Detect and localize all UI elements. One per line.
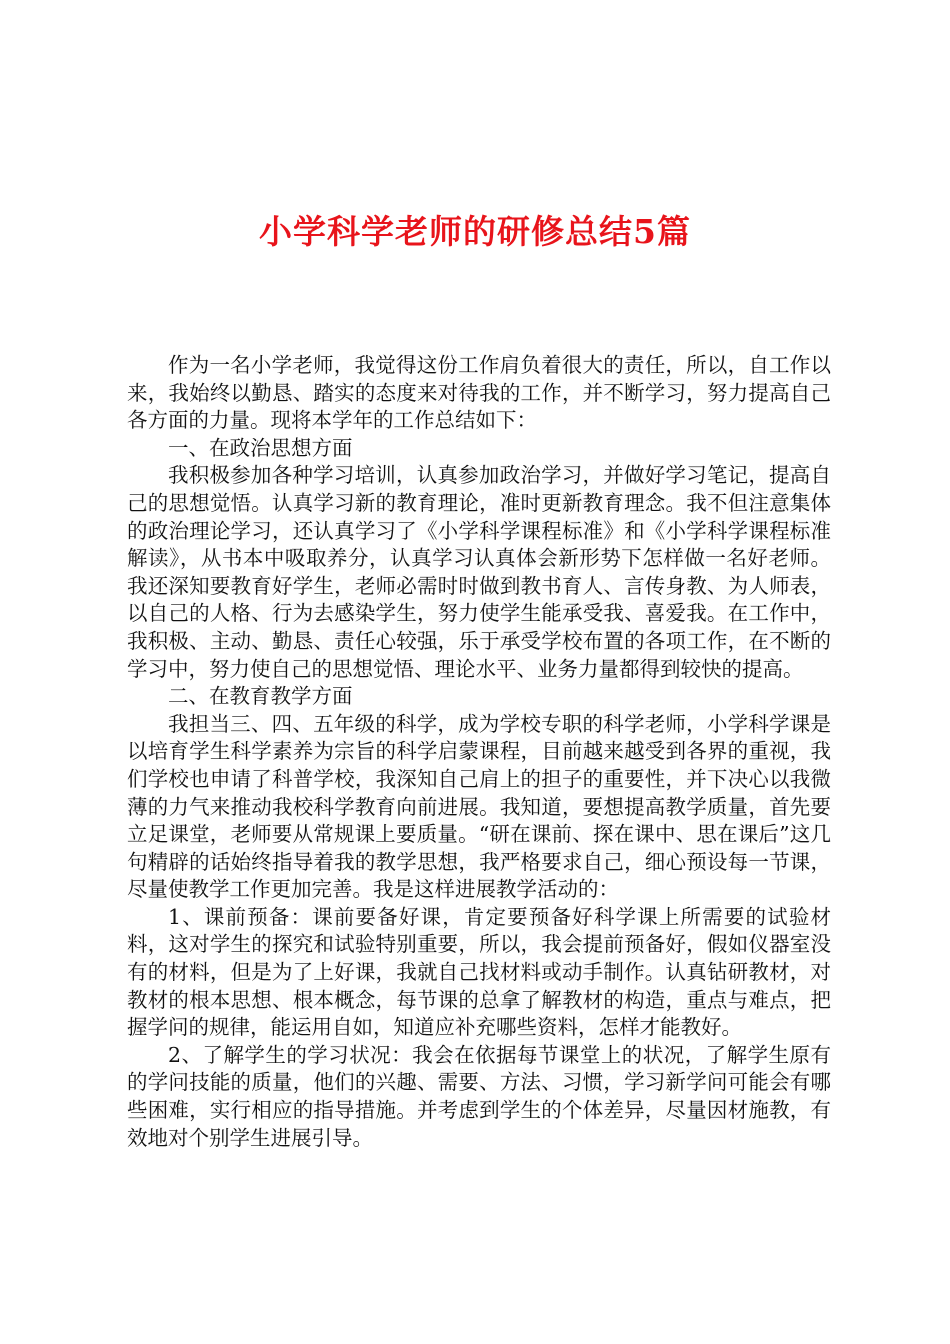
document-body xyxy=(127,352,831,1152)
paragraph-student-understanding: 2、了解学生的学习状况：我会在依据每节课堂上的状况，了解学生原有的学问技能的质量，他们的兴趣、需要、方法、习惯，学习新学问可能会有哪些困难，实行相应的指导措施。并考虑到学生的个体差异，尽量因材施教，有效地对个别学生进展引导。 xyxy=(127,1042,831,1150)
paragraph-intro: 作为一名小学老师，我觉得这份工作肩负着很大的责任，所以，自工作以来，我始终以勤恳、踏实的态度来对待我的工作，并不断学习，努力提高自己各方面的力量。现将本学年的工作总结如下： xyxy=(127,353,831,433)
section-heading-teaching: 二、在教育教学方面 xyxy=(168,684,353,709)
page-title: 小学科学老师的研修总结5篇 xyxy=(259,212,691,251)
section-heading-political: 一、在政治思想方面 xyxy=(168,435,353,460)
paragraph-teaching: 我担当三、四、五年级的科学，成为学校专职的科学老师，小学科学课是以培育学生科学素养为宗旨的科学启蒙课程，目前越来越受到各界的重视，我们学校也申请了科普学校，我深知自己肩上的担子的重要性，并下决心以我微薄的力气来推动我校科学教育向前进展。我知道，要想提高教学质量，首先要立足课堂，老师要从常规课上要质量。“研在课前、探在课中、思在课后”这几句精辟的话始终指导着我的教学思想，我严格要求自己，细心预设每一节课，尽量使教学工作更加完善。我是这样进展教学活动的： xyxy=(127,711,831,902)
paragraph-preparation: 1、课前预备：课前要备好课，肯定要预备好科学课上所需要的试验材料，这对学生的探究和试验特别重要，所以，我会提前预备好，假如仪器室没有的材料，但是为了上好课，我就自己找材料或动手制作。认真钻研教材，对教材的根本思想、根本概念，每节课的总拿了解教材的构造，重点与难点，把握学问的规律，能运用自如，知道应补充哪些资料，怎样才能教好。 xyxy=(127,904,831,1040)
paragraph-political: 我积极参加各种学习培训，认真参加政治学习，并做好学习笔记，提高自己的思想觉悟。认真学习新的教育理论，准时更新教育理念。我不但注意集体的政治理论学习，还认真学习了《小学科学课程标准》和《小学科学课程标准解读》，从书本中吸取养分，认真学习认真体会新形势下怎样做一名好老师。我还深知要教育好学生，老师必需时时做到教书育人、言传身教、为人师表，以自己的人格、行为去感染学生，努力使学生能承受我、喜爱我。在工作中，我积极、主动、勤恳、责任心较强，乐于承受学校布置的各项工作，在不断的学习中，努力使自己的思想觉悟、理论水平、业务力量都得到较快的提高。 xyxy=(127,463,831,681)
